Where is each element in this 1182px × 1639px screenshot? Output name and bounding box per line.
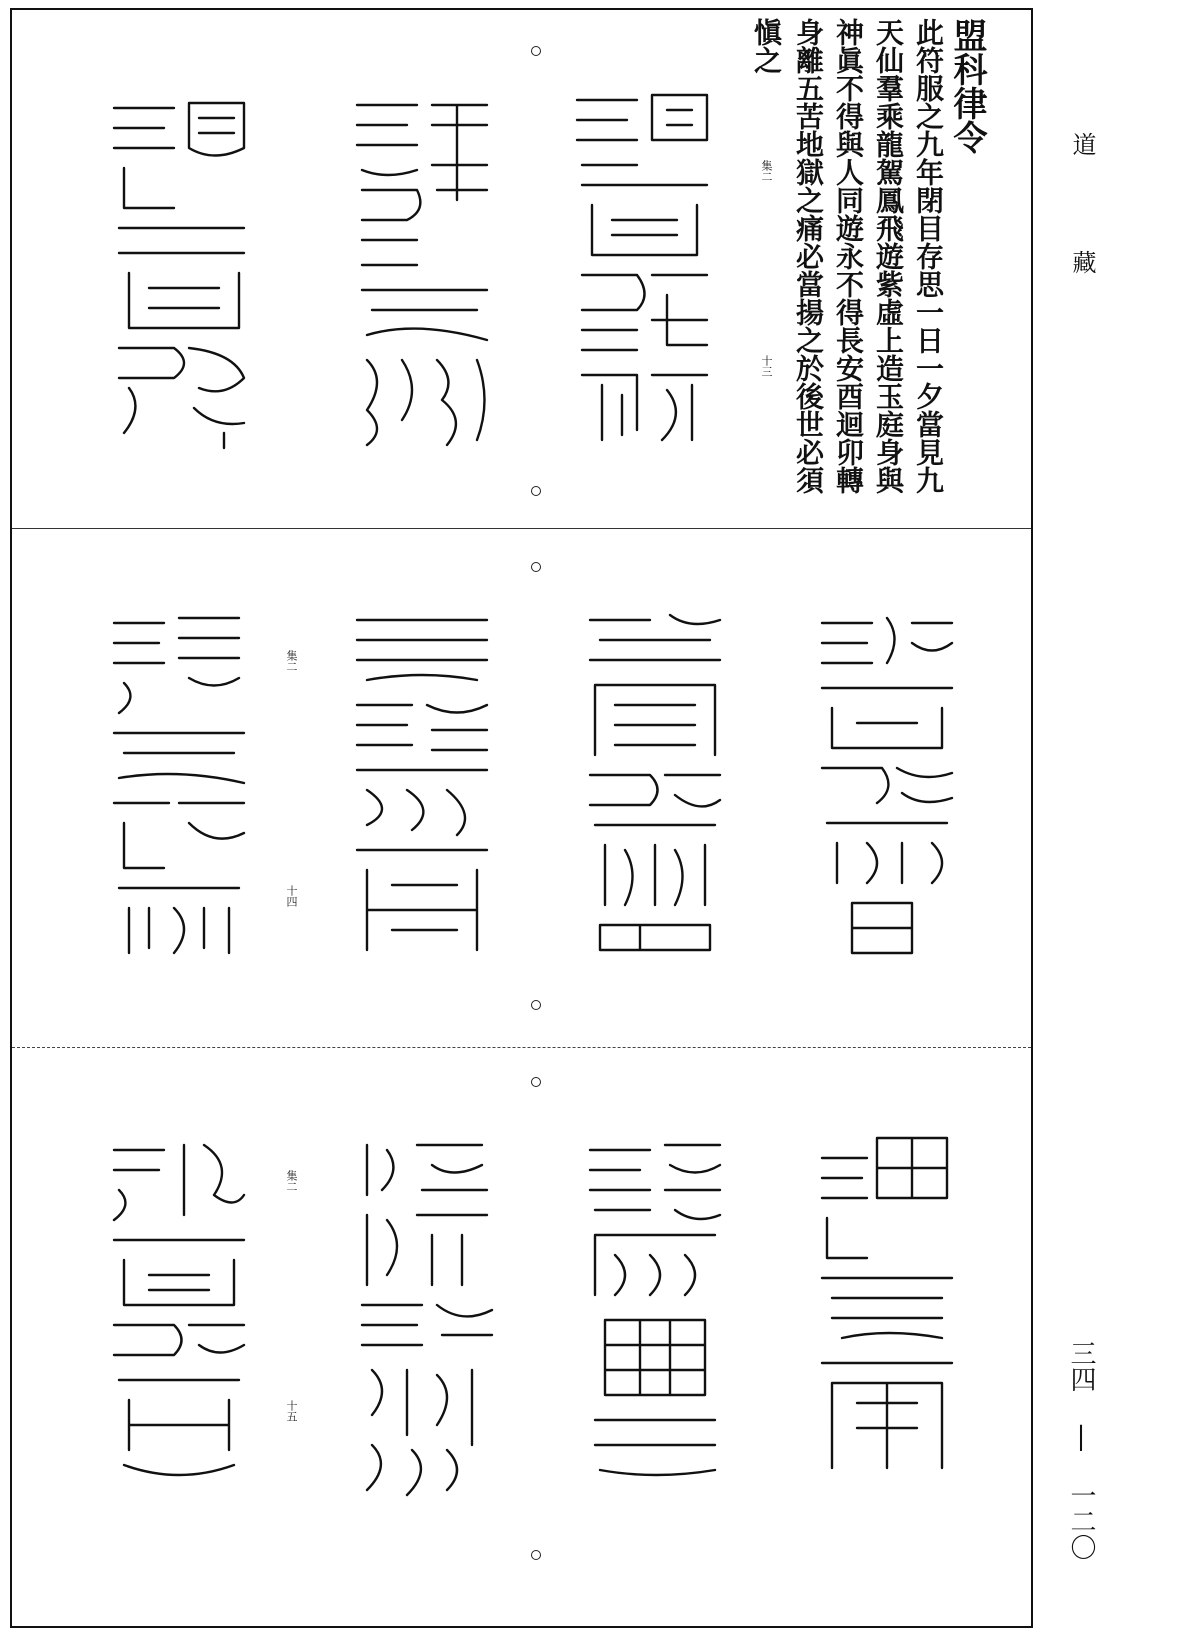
- binding-hole: [531, 1000, 541, 1010]
- page-number: 三四 | 一二〇: [1066, 1340, 1096, 1560]
- note-column-6: 愼之: [750, 18, 783, 74]
- note-small-2: 十三: [760, 355, 773, 377]
- talisman-glyph: [347, 610, 497, 965]
- talisman-glyph: [812, 608, 962, 963]
- section-divider-2: [12, 1047, 1031, 1048]
- talisman-glyph: [352, 1135, 502, 1500]
- talisman-glyph: [580, 605, 730, 960]
- note-column-5: 身離五苦地獄之痛必當揚之於後世必須: [792, 18, 825, 494]
- note-small-1: 集二: [760, 160, 773, 182]
- binding-hole: [531, 46, 541, 56]
- section-note: 十五: [285, 1400, 298, 1422]
- page-frame: [10, 8, 1033, 1628]
- margin-label-top: 道: [1068, 132, 1096, 156]
- talisman-glyph: [104, 608, 254, 963]
- section-divider-1: [12, 528, 1031, 529]
- note-column-4: 神眞不得與人同遊永不得長安酉迴卯轉: [832, 18, 865, 494]
- margin-label-bottom: 藏: [1068, 250, 1096, 274]
- note-column-2: 此符服之九年閉目存思一日一夕當見九: [912, 18, 945, 494]
- talisman-glyph: [580, 1135, 730, 1490]
- talisman-glyph: [104, 88, 259, 453]
- note-column-1: 盟科律令: [947, 18, 987, 154]
- talisman-glyph: [104, 1135, 254, 1495]
- section-note: 集二: [285, 1170, 298, 1192]
- binding-hole: [531, 562, 541, 572]
- note-column-3: 天仙羣乘龍駕鳳飛遊紫虛上造玉庭身與: [872, 18, 905, 494]
- binding-hole: [531, 1550, 541, 1560]
- section-note: 集二: [285, 650, 298, 672]
- talisman-glyph: [567, 85, 722, 450]
- binding-hole: [531, 486, 541, 496]
- talisman-glyph: [347, 90, 502, 452]
- talisman-glyph: [812, 1128, 962, 1488]
- binding-hole: [531, 1077, 541, 1087]
- section-note: 十四: [285, 885, 298, 907]
